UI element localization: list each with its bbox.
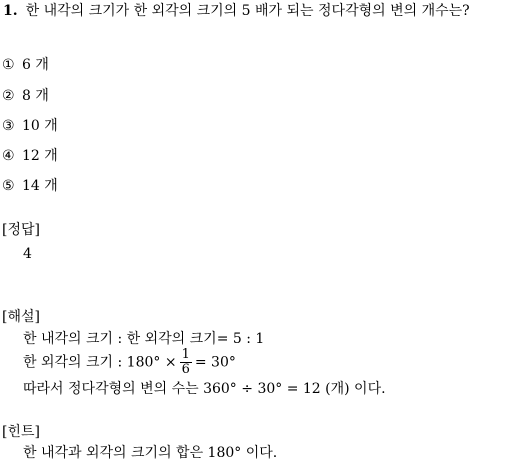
fraction-denominator: 6 <box>181 362 190 377</box>
option-2[interactable] <box>2 87 49 105</box>
answer-value: 4 <box>23 246 32 262</box>
question-text: 한 내각의 크기가 한 외각의 크기의 5 배가 되는 정다각형의 변의 개수는? <box>25 3 470 19</box>
question <box>3 2 470 20</box>
option-5[interactable] <box>2 177 58 195</box>
option-text: 10 개 <box>22 118 58 134</box>
option-text: 6 개 <box>22 57 49 73</box>
fraction-one-sixth <box>180 348 192 377</box>
option-marker: ⑤ <box>2 178 15 194</box>
hint-text: 한 내각과 외각의 크기의 합은 180° 이다. <box>23 445 278 461</box>
explanation-line-2 <box>23 348 236 377</box>
option-3[interactable] <box>2 117 58 135</box>
fraction-numerator: 1 <box>181 347 190 362</box>
option-marker: ② <box>2 88 15 104</box>
explanation-line-1: 한 내각의 크기 : 한 외각의 크기= 5 : 1 <box>23 331 265 347</box>
option-marker: ① <box>2 57 15 73</box>
explanation-label: [해설] <box>2 309 40 325</box>
option-text: 8 개 <box>22 88 49 104</box>
option-text: 12 개 <box>22 148 58 164</box>
answer-label: [정답] <box>2 222 40 238</box>
option-4[interactable] <box>2 147 58 165</box>
explanation-line-2-suffix: = 30° <box>194 354 236 371</box>
explanation-line-2-prefix: 한 외각의 크기 : 180° × <box>23 354 177 371</box>
question-number: 1. <box>3 3 18 19</box>
hint-label: [힌트] <box>2 424 40 440</box>
option-marker: ③ <box>2 118 15 134</box>
option-1[interactable] <box>2 56 49 74</box>
explanation-line-3: 따라서 정다각형의 변의 수는 360° ÷ 30° = 12 (개) 이다. <box>23 381 386 397</box>
option-text: 14 개 <box>22 178 58 194</box>
option-marker: ④ <box>2 148 15 164</box>
